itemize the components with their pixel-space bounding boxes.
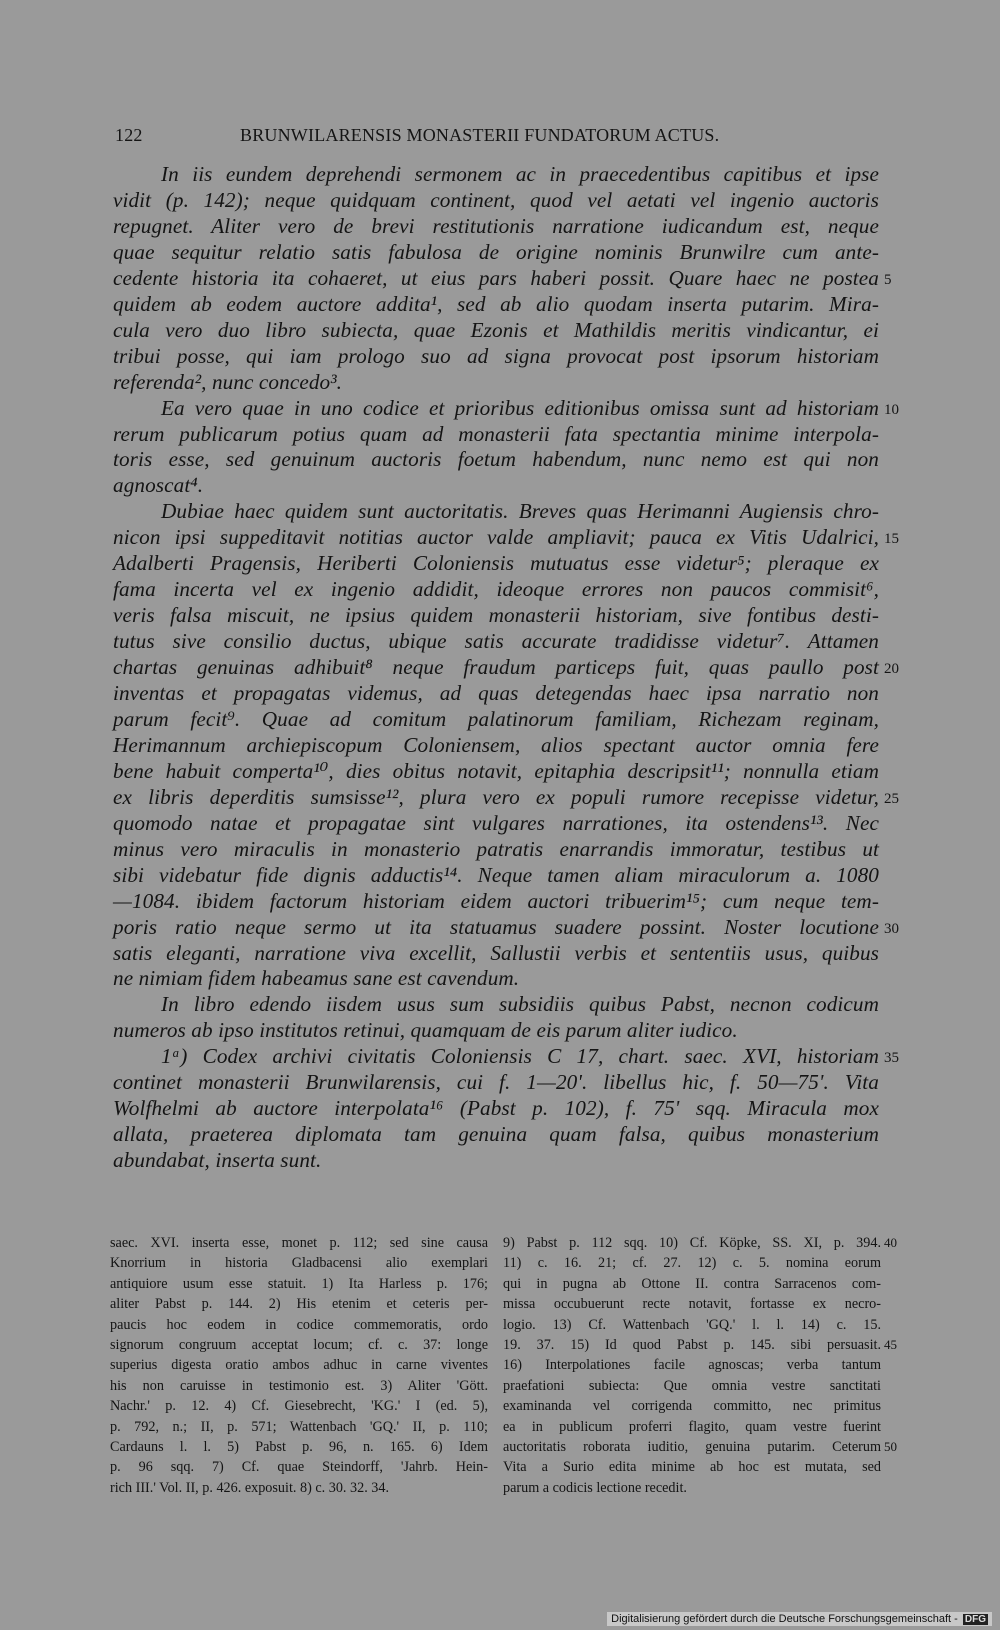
text-line: ne nimiam fidem habeamus sane est cavendum.	[113, 966, 520, 991]
text-line: —1084. ibidem factorum historiam eidem auctori tribuerim¹⁵; cum neque tem-	[113, 888, 879, 913]
footnote-line: Knorrium in historia Gladbacensi alio exemplari	[110, 1255, 488, 1272]
footnote-line: Cardauns l. l. 5) Pabst p. 96, n. 165. 6) Idem	[110, 1439, 488, 1455]
text-line: tribui posse, qui iam prologo suo ad signa provocat post ipsorum historiam	[113, 343, 879, 368]
footnote-line: 16) Interpolationes facile agnoscas; verba tantum	[503, 1357, 881, 1374]
text-line: ex libris deperditis sumsisse¹², plura vero ex populi rumore recepisse videtur,	[113, 784, 879, 809]
text-line: referenda², nunc concedo³.	[113, 369, 343, 394]
footnote-line: auctoritatis roborata iuditio, genuina putarim. Ceterum	[503, 1439, 881, 1455]
text-line: quae sequitur relatio satis fabulosa de origine nominis Brunwilre cum ante-	[113, 239, 879, 264]
line-number: 25	[884, 790, 899, 807]
line-number: 20	[884, 661, 899, 678]
text-line: fama incerta vel ex ingenio addidit, ideoque errores non paucos commisit⁶,	[113, 577, 879, 602]
footnote-line: p. 792, n.; II, p. 571; Wattenbach 'GQ.' II, p. 110;	[110, 1418, 488, 1435]
text-line: allata, praeterea diplomata tam genuina quam falsa, quibus monasterium	[113, 1122, 879, 1147]
text-line: 1ᵃ) Codex archivi civitatis Coloniensis C 17, chart. saec. XVI, historiam	[161, 1044, 879, 1069]
line-number: 5	[884, 271, 892, 288]
footnote-line: 11) c. 16. 21; cf. 27. 12) c. 5. nomina eorum	[503, 1255, 881, 1272]
footnote-line-number: 45	[884, 1337, 897, 1352]
text-line: poris ratio neque sermo ut ita statuamus suadere possint. Noster locutione	[113, 914, 879, 939]
running-title: BRUNWILARENSIS MONASTERII FUNDATORUM ACTUS.	[240, 125, 720, 145]
text-line: In libro edendo iisdem usus sum subsidiis quibus Pabst, necnon codicum	[161, 992, 879, 1017]
text-line: chartas genuinas adhibuit⁸ neque fraudum particeps fuit, quas paullo post	[113, 655, 879, 680]
text-line: Herimannum archiepiscopum Coloniensem, alios spectant auctor omnia fere	[113, 732, 879, 757]
text-line: continet monasterii Brunwilarensis, cui f. 1—20'. libellus hic, f. 50—75'. Vita	[113, 1070, 879, 1095]
text-line: Dubiae haec quidem sunt auctoritatis. Breves quas Herimanni Augiensis chro-	[161, 499, 879, 524]
dfg-logo: DFG	[964, 1614, 986, 1625]
text-line: veris falsa miscuit, ne ipsius quidem monasterii historiam, sive fontibus desti-	[113, 603, 879, 628]
text-line: repugnet. Aliter vero de brevi restitutionis narratione iudicandum est, neque	[113, 213, 879, 238]
text-line: bene habuit comperta¹⁰, dies obitus notavit, epitaphia descripsit¹¹; nonnulla etiam	[113, 758, 879, 783]
text-line: Adalberti Pragensis, Heriberti Coloniensis mutuatus esse videtur⁵; pleraque ex	[113, 551, 879, 576]
text-line: quidem ab eodem auctore addita¹, sed ab alio quodam inserta putarim. Mira-	[113, 291, 879, 316]
text-line: cula vero duo libro subiecta, quae Ezonis et Mathildis meritis vindicantur, ei	[113, 317, 879, 342]
text-line: abundabat, inserta sunt.	[113, 1148, 322, 1173]
footnote-line: praefationi subiecta: Que omnia vestre sanctitati	[503, 1377, 881, 1394]
text-line: toris esse, sed genuinum auctoris foetum habendum, nunc nemo est qui non	[113, 447, 879, 472]
text-line: Ea vero quae in uno codice et prioribus editionibus omissa sunt ad historiam	[161, 395, 879, 420]
footnote-line: p. 96 sqq. 7) Cf. quae Steindorff, 'Jahrb. Hein-	[110, 1459, 488, 1476]
text-line: agnoscat⁴.	[113, 473, 204, 498]
footnote-line: his non caruisse in testimonio est. 3) Aliter 'Gött.	[110, 1377, 488, 1394]
footnote-line: saec. XVI. inserta esse, monet p. 112; sed sine causa	[110, 1235, 488, 1251]
digitization-credit	[607, 1612, 992, 1626]
text-line: Wolfhelmi ab auctore interpolata¹⁶ (Pabst p. 102), f. 75' sqq. Miracula mox	[113, 1096, 879, 1121]
line-number: 15	[884, 531, 899, 548]
footnote-line: Nachr.' p. 12. 4) Cf. Giesebrecht, 'KG.' I (ed. 5),	[110, 1398, 488, 1415]
text-line: quomodo natae et propagatae sint vulgares narrationes, ita ostendens¹³. Nec	[113, 810, 879, 835]
text-line: tutus sive consilio ductus, ubique satis accurate tradidisse videtur⁷. Attamen	[113, 629, 879, 654]
footnote-line-number: 40	[884, 1235, 897, 1250]
footnote-line: aliter Pabst p. 144. 2) His etenim et ceteris per-	[110, 1296, 488, 1313]
footnote-line: rich III.' Vol. II, p. 426. exposuit. 8) c. 30. 32. 34.	[110, 1479, 390, 1496]
line-number: 35	[884, 1050, 899, 1067]
text-line: minus vero miraculis in monasterio patratis enarrandis immoratur, testibus ut	[113, 836, 879, 861]
footnote-line: ea in publicum proferri flagito, quam vestre fuerint	[503, 1418, 881, 1435]
text-line: numeros ab ipso institutos retinui, quamquam de eis parum aliter iudico.	[113, 1018, 738, 1043]
text-line: rerum publicarum potius quam ad monasterii fata spectantia minime interpola-	[113, 421, 879, 446]
footnote-line: antiquiore usum esse statuit. 1) Ita Harless p. 176;	[110, 1275, 488, 1292]
footnote-line: paucis hoc eodem in codice commemoratis, ordo	[110, 1316, 488, 1333]
text-line: inventas et propagatas videmus, ad quas detegendas haec ipsa narratio non	[113, 681, 879, 705]
footnote-line: 9) Pabst p. 112 sqq. 10) Cf. Köpke, SS. XI, p. 394.	[503, 1235, 881, 1251]
text-line: In iis eundem deprehendi sermonem ac in praecedentibus capitibus et ipse	[161, 162, 879, 186]
line-number: 10	[884, 401, 899, 418]
footnote-line-number: 50	[884, 1439, 897, 1454]
footnote-line: 19. 37. 15) Id quod Pabst p. 145. sibi persuasit.	[503, 1337, 881, 1353]
text-line: vidit (p. 142); neque quidquam continent, quod vel aetati vel ingenio auctoris	[113, 187, 879, 212]
text-line: nicon ipsi suppeditavit notitias auctor valde ampliavit; pauca ex Vitis Udalrici,	[113, 525, 879, 550]
footnote-line: signorum congruum acceptat locum; cf. c. 37: longe	[110, 1337, 488, 1353]
text-line: cedente historia ita cohaeret, ut eius pars haberi possit. Quare haec ne postea	[113, 265, 879, 290]
text-line: satis eleganti, narratione viva excellit, Sallustii verbis et sententiis usus, quibus	[113, 940, 879, 965]
footnote-line: parum a codicis lectione recedit.	[503, 1479, 687, 1496]
text-line: parum fecit⁹. Quae ad comitum palatinorum familiam, Richezam reginam,	[113, 706, 879, 731]
footnote-line: superius digesta oratio ambos adhuc in carne viventes	[110, 1357, 488, 1374]
page-number: 122	[115, 125, 143, 145]
footnote-line: Vita a Surio edita minime ab hoc est mutata, sed	[503, 1459, 881, 1476]
credit-text: Digitalisierung gefördert durch die Deutsche Forschungsgemeinschaft -	[611, 1613, 958, 1625]
line-number: 30	[884, 920, 899, 937]
footnote-line: qui in pugna ab Ottone II. contra Sarracenos com-	[503, 1275, 881, 1292]
footnote-line: missa occubuerunt recte notavit, fortasse ex necro-	[503, 1296, 881, 1313]
footnote-line: logio. 13) Cf. Wattenbach 'GQ.' l. l. 14) c. 15.	[503, 1316, 881, 1333]
text-line: sibi videbatur fide dignis adductis¹⁴. Neque tamen aliam miraculorum a. 1080	[113, 862, 879, 887]
footnote-line: examinanda vel corrigenda committo, nec primitus	[503, 1398, 881, 1415]
